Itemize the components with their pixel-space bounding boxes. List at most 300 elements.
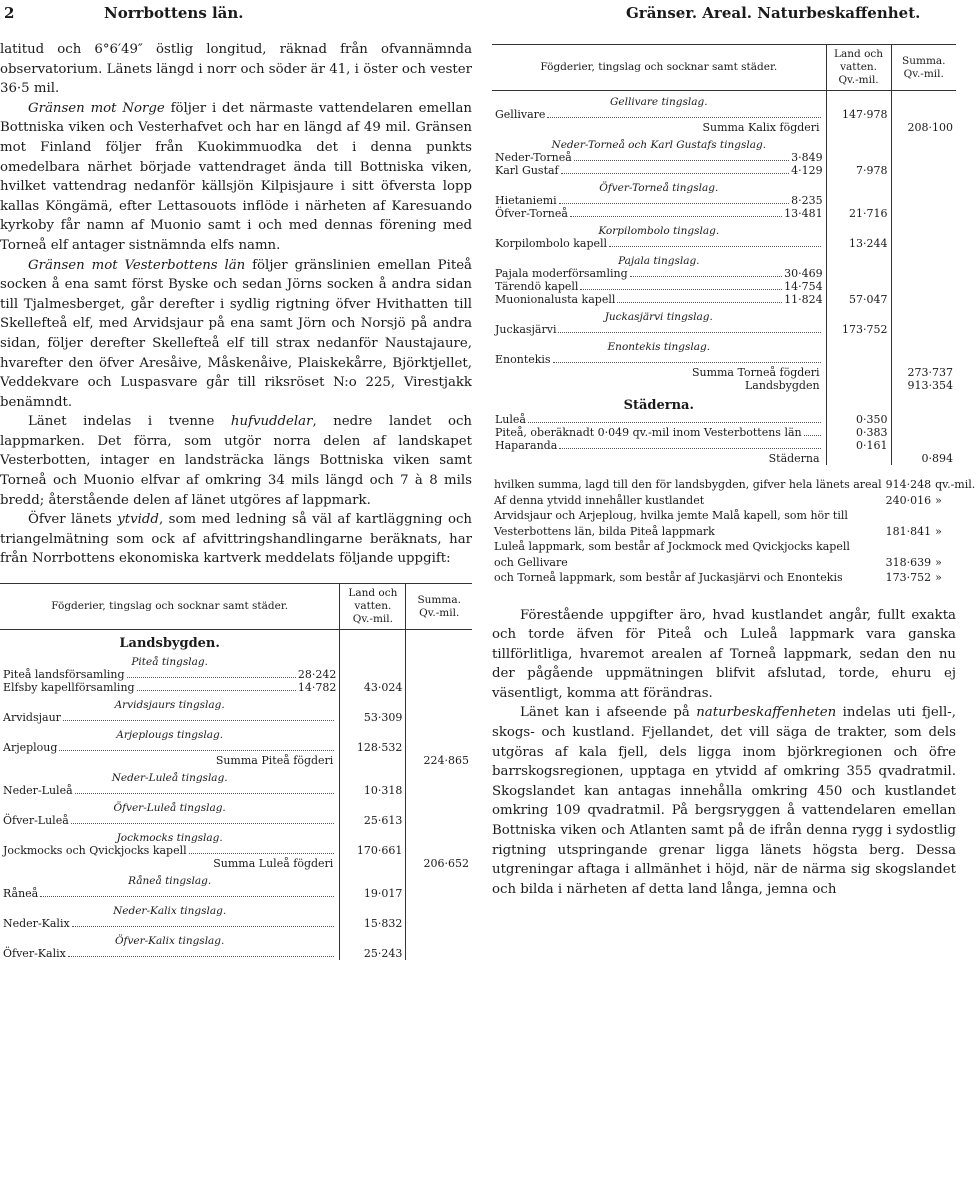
summary-line — [492, 539, 977, 555]
table-row — [0, 668, 472, 681]
entry-name: Arjeploug — [3, 741, 58, 755]
cell-area: 128·532 — [340, 741, 406, 754]
table-row — [492, 108, 956, 121]
dot-leader — [72, 926, 335, 927]
cell-name: Städerna — [492, 452, 826, 465]
dotted-entry — [3, 711, 336, 724]
entry-name: Öfver-Kalix — [3, 947, 66, 961]
summary-unit: qv.-mil. — [935, 478, 976, 491]
entry-name: Gellivare — [495, 108, 546, 121]
cell-sum — [891, 323, 956, 336]
dotted-entry — [495, 353, 823, 366]
cell-name: Neder-Luleå tingslag. — [0, 767, 340, 784]
cell-sum — [891, 164, 956, 177]
dotted-entry — [495, 151, 823, 164]
entry-name: Pajala moderförsamling — [495, 267, 628, 280]
dotted-entry — [495, 164, 823, 177]
entry-value: 3·849 — [791, 151, 823, 164]
cell-area: 19·017 — [340, 887, 406, 900]
cell-name: Öfver-Kalix tingslag. — [0, 930, 340, 947]
table-row — [0, 681, 472, 694]
header-col-districts: Fögderier, tingslag och socknar samt städer. — [0, 584, 340, 630]
cell-area — [826, 220, 891, 237]
summary-unit: » — [935, 571, 942, 584]
table-row — [492, 237, 956, 250]
dotted-entry — [3, 947, 336, 960]
dot-leader — [630, 276, 782, 277]
dot-leader — [59, 750, 334, 751]
cell-name: Summa Piteå fögderi — [0, 754, 340, 767]
paragraph: Gränsen mot Vesterbottens län följer gränslinien emellan Piteå socken å ena samt först Byske och sedan Jörns socken å andra sidan till Tjalmesberget, går derefter i sydlig rigtning öfver Hvithatten till Skellefteå elf, med Arvidsjaur på ena samt Jörn och Norsjö på andra sidan, följer derefter Skellefteå elf till strax nedanför Naustajaure, hvarefter den öfver Aresåive, Måskenåive, Plaiskekårre, Björktjellet, Veddekvare och Luspasvare går till riksröset N:o 225, Virestjakk benämndt. — [0, 257, 472, 410]
cell-area: 53·309 — [340, 711, 406, 724]
cell-name — [492, 237, 826, 250]
summary-text: Vesterbottens län, bilda Piteå lappmark — [494, 524, 715, 538]
section-heading-row — [492, 220, 956, 237]
emphasis-term: naturbeskaffenheten — [696, 705, 837, 721]
cell-sum — [891, 177, 956, 194]
cell-sum — [406, 900, 472, 917]
entry-name: Haparanda — [495, 439, 558, 452]
table-row — [0, 711, 472, 724]
dot-leader — [609, 246, 821, 247]
cell-sum — [406, 630, 472, 652]
cell-area: 57·047 — [826, 293, 891, 306]
table-row — [492, 353, 956, 366]
cell-sum — [891, 392, 956, 413]
cell-area — [340, 870, 406, 887]
cell-area — [826, 336, 891, 353]
table-header-row — [0, 584, 472, 630]
paragraph: Länet kan i afseende på naturbeskaffenheten indelas uti fjell-, skogs- och kustland. Fjellandet, det vill säga de trakter, som dels utgöras af kala fjell, dels ligga inom björkregionen och öfre barrskogsregionen, upptaga en ytvidd af omkring 355 qvadratmil. Skogslandet kan antagas innehålla omkring 450 och kustlandet omkring 109 qvadratmil. På bergsryggen å vattendelaren emellan Bottniska viken och Atlanten samt på de ifrån denna rygg i sydostlig rigtning utspringande grenar ligga länets högsta berg. Dessa utgreningar aftaga i allmänhet i höjd, när de närma sig skogslandet och bilda i närheten af detta land långa, jemna och — [492, 705, 957, 897]
entry-name: Karl Gustaf — [495, 164, 559, 177]
cell-sum — [406, 668, 472, 681]
paragraph: Gränsen mot Norge följer i det närmaste vattendelaren emellan Bottniska viken och Vesterhafvet och har en längd af 49 mil. Gränsen mot Finland följer från Kuokimmuodka det i denna punkts omedelbara närhet började vattendraget ända till Bottniska viken, hvilket vattendrag nedanför källsjön Kilpisjaure i sitt öfversta lopp kallas Köngämä, efter Lettasouots inflöde i närheten af Karesuando kyrkoby får namn af Muonio samt i och med dennas förening med Torneå elf antager sistnämnda elfs namn. — [0, 100, 472, 253]
cell-sum — [891, 250, 956, 267]
entry-name: Luleå — [495, 413, 526, 426]
table-body — [0, 630, 472, 961]
cell-name: Summa Luleå fögderi — [0, 857, 340, 870]
dot-leader — [559, 448, 820, 449]
summary-value: 181·841 — [885, 524, 932, 538]
entry-name: Neder-Kalix — [3, 917, 70, 931]
emphasis-term: hufvuddelar — [230, 414, 313, 430]
cell-area — [340, 857, 406, 870]
section-heading-row — [0, 797, 472, 814]
entry-name: Piteå landsförsamling — [3, 668, 125, 682]
cell-sum: 0·894 — [921, 452, 953, 465]
cell-area — [340, 930, 406, 947]
entry-name: Korpilombolo kapell — [495, 237, 608, 250]
cell-sum — [406, 887, 472, 900]
dot-leader — [40, 896, 334, 897]
section-heading-row — [0, 767, 472, 784]
summary-line — [492, 493, 977, 509]
left-intro-text — [0, 40, 472, 569]
dotted-entry — [495, 194, 823, 207]
dot-leader — [561, 173, 789, 174]
section-heading-row — [0, 724, 472, 741]
cell-sum — [406, 681, 472, 694]
summary-text: Af denna ytvidd innehåller kustlandet — [494, 493, 705, 507]
table-row — [492, 164, 956, 177]
right-running-title: Gränser. Areal. Naturbeskaffenhet. — [626, 4, 921, 22]
entry-value: 14·754 — [784, 280, 823, 293]
section-heading-row — [492, 306, 956, 323]
summary-text: och Torneå lappmark, som består af Juckasjärvi och Enontekis — [494, 571, 843, 584]
cell-area: 13·244 — [826, 237, 891, 250]
sum-row — [0, 857, 472, 870]
cell-name — [492, 293, 826, 306]
entry-value: 13·481 — [784, 207, 823, 220]
entry-name: Piteå, oberäknadt 0·049 qv.-mil inom Vesterbottens län — [495, 426, 802, 439]
cell-sum: 206·652 — [423, 857, 469, 871]
section-heading-row — [492, 392, 956, 413]
dotted-entry — [495, 293, 823, 306]
table-row — [0, 814, 472, 827]
dot-leader — [559, 203, 789, 204]
table-header — [0, 584, 472, 630]
table-row — [492, 439, 956, 452]
paragraph: Förestående uppgifter äro, hvad kustlandet angår, fullt exakta och torde äfven för Piteå och Luleå lappmark vara ganska tillförlitliga, hvaremot arealen af Torneå lappmark, sedan den nu der pågående uppmätningen blifvit afslutad, torde, ehuru ej väsentligt, komma att förändras. — [492, 607, 956, 701]
cell-sum — [406, 947, 472, 960]
section-heading-row — [0, 694, 472, 711]
sum-row — [492, 366, 956, 379]
cell-area: 21·716 — [826, 207, 891, 220]
emphasis-term: Gränsen mot Vesterbottens län — [28, 257, 246, 273]
dot-leader — [528, 422, 821, 423]
dotted-entry — [495, 280, 823, 293]
dotted-entry — [3, 681, 336, 694]
summary-text: och Gellivare — [494, 555, 568, 569]
cell-name — [492, 413, 826, 426]
cell-name: Neder-Kalix tingslag. — [0, 900, 340, 917]
cell-area: 0·383 — [826, 426, 891, 439]
cell-name: Öfver-Luleå tingslag. — [0, 797, 340, 814]
cell-area — [340, 767, 406, 784]
cell-area — [826, 267, 891, 280]
header-col-districts: Fögderier, tingslag och socknar samt städer. — [492, 45, 826, 91]
cell-area — [340, 724, 406, 741]
table-row — [492, 207, 956, 220]
cell-name: Råneå tingslag. — [0, 870, 340, 887]
entry-name: Tärendö kapell — [495, 280, 579, 293]
section-heading-row — [492, 336, 956, 353]
summary-text: hvilken summa, lagd till den för landsbygden, gifver hela länets areal — [494, 478, 882, 491]
entry-value: 30·469 — [784, 267, 823, 280]
summary-text: Luleå lappmark, som består af Jockmock med Qvickjocks kapell — [494, 540, 850, 553]
cell-name — [492, 439, 826, 452]
table-row — [0, 947, 472, 960]
cell-name: Landsbygden — [492, 379, 826, 392]
paragraph: Öfver länets ytvidd, som med ledning så väl af kartläggning och triangelmätning som ock af afvittringshandlingarne beräknats, har från Norrbottens ekonomiska kartverk meddelats följande uppgift: — [0, 512, 472, 567]
cell-area — [340, 651, 406, 668]
cell-name: Enontekis tingslag. — [492, 336, 826, 353]
table-body — [492, 91, 956, 466]
summary-value: 173·752 — [885, 571, 932, 584]
section-heading-row — [0, 900, 472, 917]
cell-area: 147·978 — [826, 108, 891, 121]
section-heading-row — [492, 177, 956, 194]
entry-value: 8·235 — [791, 194, 823, 207]
dotted-entry — [3, 887, 336, 900]
cell-area — [826, 177, 891, 194]
page-number: 2 — [4, 4, 15, 22]
emphasis-term: ytvidd — [117, 512, 159, 528]
cell-sum — [406, 741, 472, 754]
sum-row — [492, 379, 956, 392]
cell-sum — [891, 151, 956, 164]
cell-sum: 208·100 — [907, 121, 953, 134]
cell-name: Pajala tingslag. — [492, 250, 826, 267]
entry-name: Öfver-Torneå — [495, 207, 568, 220]
dot-leader — [804, 435, 821, 436]
cell-sum — [891, 134, 956, 151]
cell-name — [0, 917, 340, 930]
cell-area — [340, 827, 406, 844]
dot-leader — [547, 117, 820, 118]
dot-leader — [68, 956, 335, 957]
dotted-entry — [3, 917, 336, 930]
section-heading-row — [492, 250, 956, 267]
cell-area — [826, 366, 891, 379]
summary-unit: » — [935, 493, 942, 507]
summary-line — [492, 555, 977, 571]
section-heading-row — [492, 134, 956, 151]
cell-name: Piteå tingslag. — [0, 651, 340, 668]
table-header — [492, 45, 956, 91]
cell-area — [826, 151, 891, 164]
table-row — [0, 784, 472, 797]
cell-area — [826, 121, 891, 134]
cell-sum — [406, 651, 472, 668]
cell-area — [826, 353, 891, 366]
summary-line — [492, 524, 977, 540]
dot-leader — [71, 823, 335, 824]
cell-area: 7·978 — [826, 164, 891, 177]
cell-name — [492, 194, 826, 207]
summary-unit — [933, 539, 977, 555]
left-area-table-wrap — [0, 583, 472, 960]
right-column — [492, 44, 976, 899]
cell-name: Öfver-Torneå tingslag. — [492, 177, 826, 194]
table-row — [0, 887, 472, 900]
cell-area — [826, 280, 891, 293]
cell-name — [492, 267, 826, 280]
cell-area: 25·243 — [340, 947, 406, 960]
sum-row — [492, 452, 956, 465]
cell-area: 25·613 — [340, 814, 406, 827]
cell-area: 43·024 — [340, 681, 406, 694]
dotted-entry — [495, 426, 823, 439]
area-table-left — [0, 583, 472, 960]
entry-name: Enontekis — [495, 353, 551, 366]
summary-line — [492, 508, 977, 524]
header-col-area: Land och vatten. Qv.-mil. — [340, 584, 406, 630]
cell-sum — [406, 797, 472, 814]
section-heading-row — [0, 651, 472, 668]
section-heading-row — [0, 930, 472, 947]
cell-name: Gellivare tingslag. — [492, 91, 826, 109]
emphasis-term: Gränsen mot Norge — [28, 100, 165, 116]
cell-name: Juckasjärvi tingslag. — [492, 306, 826, 323]
left-column — [0, 40, 472, 960]
cell-area — [826, 134, 891, 151]
cell-name — [492, 323, 826, 336]
dot-leader — [570, 216, 782, 217]
cell-area — [826, 452, 891, 465]
cell-sum — [891, 280, 956, 293]
cell-name — [0, 887, 340, 900]
entry-name: Neder-Torneå — [495, 151, 572, 164]
summary-line — [492, 570, 977, 586]
cell-sum — [406, 930, 472, 947]
entry-name: Råneå — [3, 887, 39, 901]
summary-unit: » — [935, 524, 942, 538]
cell-area: 173·752 — [826, 323, 891, 336]
header-col-area: Land och vatten. Qv.-mil. — [826, 45, 891, 91]
cell-area: 15·832 — [340, 917, 406, 930]
table-row — [492, 413, 956, 426]
cell-name — [0, 741, 340, 754]
cell-sum: 913·354 — [907, 379, 953, 392]
cell-sum — [891, 293, 956, 306]
entry-value: 11·824 — [784, 293, 823, 306]
dotted-entry — [3, 668, 336, 681]
cell-name: Arvidsjaurs tingslag. — [0, 694, 340, 711]
entry-value: 14·782 — [297, 681, 337, 695]
summary-value: 914·248 — [885, 478, 932, 491]
summary-unit: » — [935, 555, 942, 569]
entry-name: Öfver-Luleå — [3, 814, 69, 828]
paragraph: Länet indelas i tvenne hufvuddelar, nedre landet och lappmarken. Det förra, som utgör norra delen af landskapet Vesterbotten, intager en landsträcka längs Bottniska viken samt Torneå och Muonio elfvar af omkring 34 mils längd och 7 à 8 mils bredd; återstående delen af länet utgöres af lappmark. — [0, 414, 472, 508]
cell-sum — [891, 207, 956, 220]
cell-name — [0, 668, 340, 681]
cell-sum — [891, 237, 956, 250]
cell-name — [0, 844, 340, 857]
dot-leader — [574, 160, 789, 161]
dotted-entry — [495, 108, 823, 121]
dot-leader — [127, 677, 296, 678]
cell-area — [826, 392, 891, 413]
cell-sum — [406, 711, 472, 724]
cell-sum — [406, 694, 472, 711]
cell-name: Summa Torneå fögderi — [492, 366, 826, 379]
cell-name — [492, 151, 826, 164]
cell-area: 0·350 — [826, 413, 891, 426]
header-col-sum: Summa. Qv.-mil. — [891, 45, 956, 91]
cell-sum — [406, 844, 472, 857]
cell-name — [0, 947, 340, 960]
entry-name: Neder-Luleå — [3, 784, 73, 798]
table-row — [492, 194, 956, 207]
cell-sum — [406, 827, 472, 844]
paragraph: latitud och 6°6′49″ östlig longitud, räknad från ofvannämnda observatorium. Länets längd i norr och söder är 41, i öster och vester 36·5 mil. — [0, 42, 472, 97]
dotted-entry — [495, 323, 823, 336]
cell-name — [0, 681, 340, 694]
entry-value: 28·242 — [297, 668, 337, 682]
summary-value: 240·016 — [885, 493, 932, 507]
cell-area — [826, 91, 891, 109]
cell-sum — [891, 267, 956, 280]
cell-name — [492, 426, 826, 439]
left-running-title: Norrbottens län. — [104, 4, 244, 22]
table-row — [492, 293, 956, 306]
cell-area — [340, 630, 406, 652]
cell-sum — [891, 306, 956, 323]
cell-name — [492, 108, 826, 121]
cell-name — [0, 784, 340, 797]
cell-sum — [406, 724, 472, 741]
cell-area — [826, 379, 891, 392]
cell-area — [826, 250, 891, 267]
section-heading-row — [492, 91, 956, 109]
dot-leader — [580, 289, 782, 290]
cell-area — [340, 900, 406, 917]
dot-leader — [63, 720, 334, 721]
area-table-right — [492, 44, 956, 465]
cell-area: 10·318 — [340, 784, 406, 797]
cell-area — [826, 194, 891, 207]
summary-unit — [933, 508, 977, 524]
entry-name: Jockmocks och Qvickjocks kapell — [3, 844, 187, 858]
table-row — [492, 280, 956, 293]
cell-sum — [891, 91, 956, 109]
area-summary-lines — [492, 477, 977, 586]
table-row — [492, 426, 956, 439]
entry-value: 4·129 — [791, 164, 823, 177]
cell-sum — [891, 220, 956, 237]
dotted-entry — [495, 439, 823, 452]
cell-sum — [891, 336, 956, 353]
cell-sum: 224·865 — [423, 754, 469, 768]
table-row — [0, 917, 472, 930]
entry-name: Juckasjärvi — [495, 323, 557, 336]
sum-row — [0, 754, 472, 767]
entry-name: Muonionalusta kapell — [495, 293, 616, 306]
cell-area — [826, 306, 891, 323]
summary-value — [884, 539, 934, 555]
cell-sum — [891, 108, 956, 121]
table-row — [0, 741, 472, 754]
dotted-entry — [3, 814, 336, 827]
cell-name — [492, 280, 826, 293]
cell-sum — [406, 767, 472, 784]
cell-area: 0·161 — [826, 439, 891, 452]
dotted-entry — [495, 267, 823, 280]
cell-sum: 273·737 — [907, 366, 953, 379]
cell-area — [340, 668, 406, 681]
section-heading-row — [0, 870, 472, 887]
cell-name — [0, 711, 340, 724]
header-col-sum: Summa. Qv.-mil. — [406, 584, 472, 630]
table-row — [492, 267, 956, 280]
cell-area — [340, 694, 406, 711]
summary-line — [492, 477, 977, 493]
summary-text: Arvidsjaur och Arjeploug, hvilka jemte Malå kapell, som hör till — [494, 509, 848, 522]
entry-name: Arvidsjaur — [3, 711, 61, 725]
dot-leader — [75, 793, 335, 794]
dotted-entry — [495, 237, 823, 250]
cell-name — [492, 353, 826, 366]
right-body-text — [492, 606, 956, 900]
dotted-entry — [3, 741, 336, 754]
dotted-entry — [3, 844, 336, 857]
cell-name: Städerna. — [492, 392, 826, 413]
cell-sum — [891, 413, 956, 426]
entry-name: Hietaniemi — [495, 194, 557, 207]
dot-leader — [189, 853, 335, 854]
dotted-entry — [495, 413, 823, 426]
